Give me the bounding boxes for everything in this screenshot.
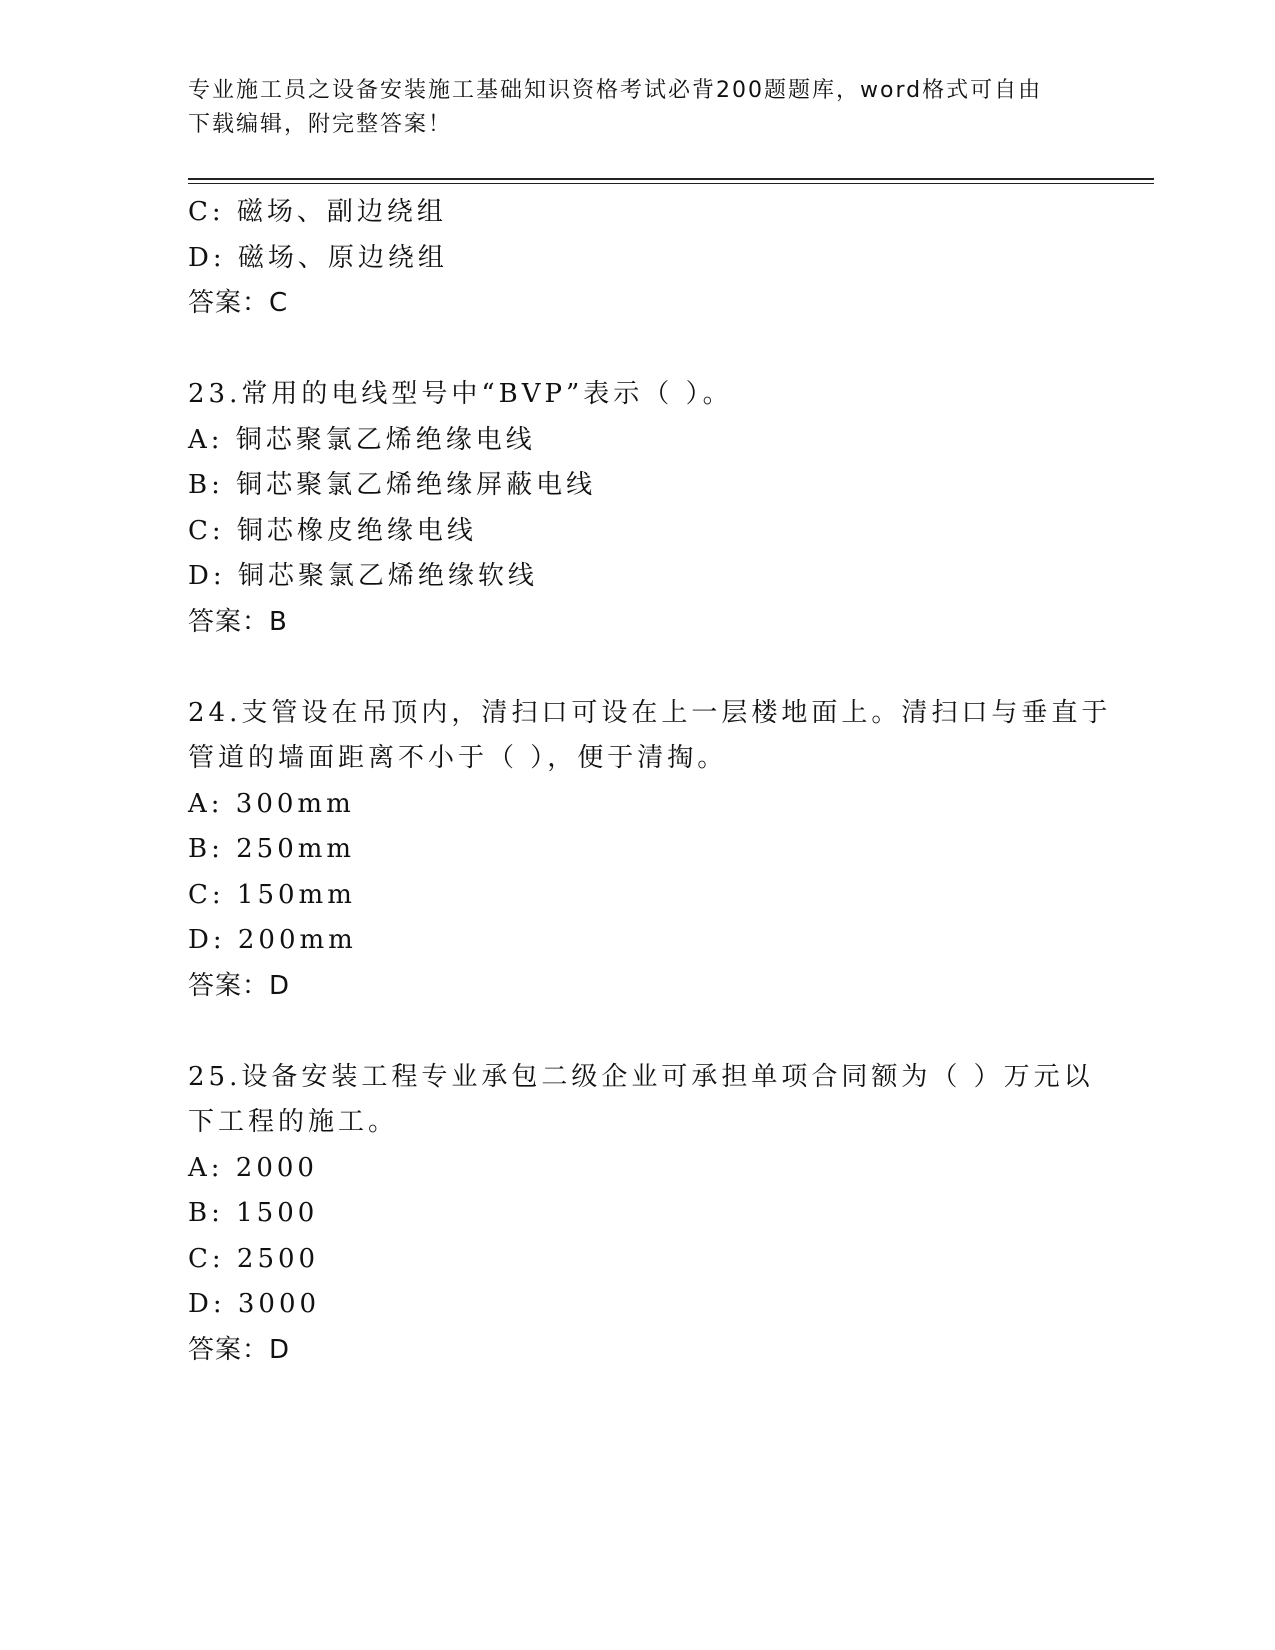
option-b: B: 250mm <box>188 834 356 864</box>
question-list <box>188 190 1112 1373</box>
header-divider-thick <box>188 178 1154 180</box>
option-b: B: 铜芯聚氯乙烯绝缘屏蔽电线 <box>188 470 597 500</box>
header-line-2: 下载编辑，附完整答案！ <box>188 112 453 137</box>
answer-label: 答案：D <box>188 1334 291 1365</box>
option-a: A: 300mm <box>188 788 355 819</box>
question-stem-line-1: 24.支管设在吊顶内，清扫口可设在上一层楼地面上。清扫口与垂直于 <box>188 697 1112 728</box>
option-b: B: 1500 <box>188 1198 319 1228</box>
document-header <box>188 74 1068 142</box>
question-23 <box>188 372 1088 645</box>
question-stem-line-1: 25.设备安装工程专业承包二级企业可承担单项合同额为（ ）万元以 <box>188 1061 1094 1092</box>
spacer <box>188 1009 1088 1055</box>
option-c: C: 磁场、副边绕组 <box>188 197 447 227</box>
option-d: D: 铜芯聚氯乙烯绝缘软线 <box>188 561 538 591</box>
option-a: A: 铜芯聚氯乙烯绝缘电线 <box>188 424 536 455</box>
option-d: D: 200mm <box>188 925 357 955</box>
answer-label: 答案：D <box>188 970 291 1001</box>
header-divider-thin <box>188 183 1154 184</box>
option-c: C: 150mm <box>188 879 356 910</box>
option-a: A: 2000 <box>188 1152 318 1183</box>
header-line-1: 专业施工员之设备安装施工基础知识资格考试必背200题题库，word格式可自由 <box>188 78 1043 103</box>
option-c: C: 2500 <box>188 1243 320 1274</box>
question-24 <box>188 691 1112 1010</box>
question-stem-line-2: 下工程的施工。 <box>188 1107 399 1137</box>
spacer <box>188 327 1088 373</box>
option-d: D: 磁场、原边绕组 <box>188 242 448 273</box>
question-25 <box>188 1055 1094 1374</box>
spacer <box>188 645 1088 691</box>
question-stem: 23.常用的电线型号中“BVP”表示（ ）。 <box>188 379 733 409</box>
option-c: C: 铜芯橡皮绝缘电线 <box>188 515 477 546</box>
question-22-continued <box>188 190 1088 327</box>
answer-label: 答案：C <box>188 288 289 318</box>
question-stem-line-2: 管道的墙面距离不小于（ ），便于清掏。 <box>188 743 728 773</box>
option-d: D: 3000 <box>188 1289 321 1319</box>
answer-label: 答案：B <box>188 606 288 637</box>
